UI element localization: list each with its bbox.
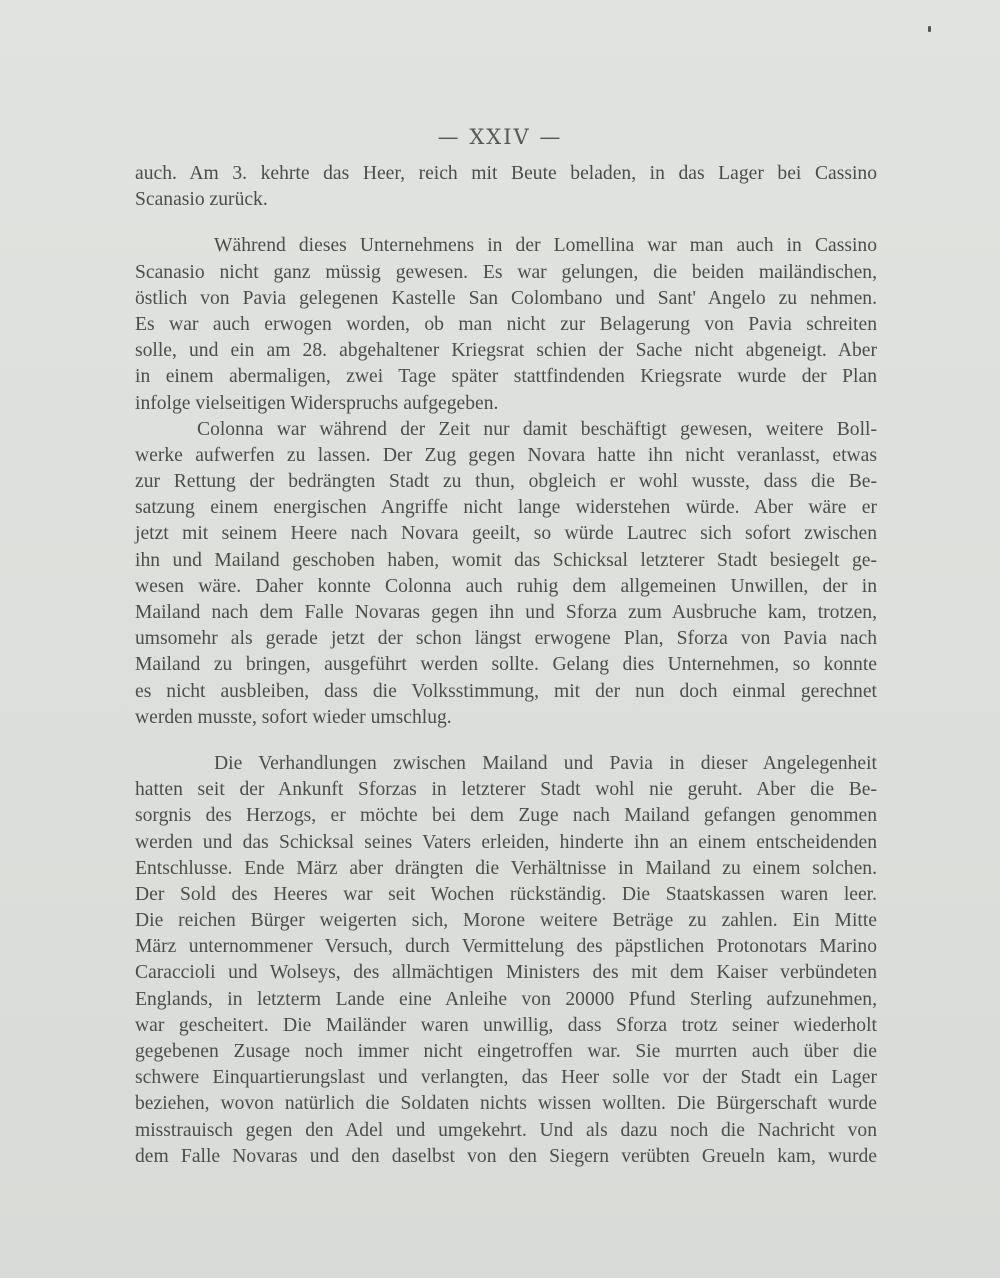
text-line: es nicht ausbleiben, dass die Volksstimmung, mit der nun doch einmal gerechnet bbox=[135, 680, 877, 702]
text-line: zur Rettung der bedrängten Stadt zu thun, obgleich er wohl wusste, dass die Be- bbox=[135, 471, 877, 493]
text-line: umsomehr als gerade jetzt der schon längst erwogene Plan, Sforza von Pavia nach bbox=[135, 628, 877, 650]
text-line: werden musste, sofort wieder umschlug. bbox=[135, 706, 452, 728]
paragraph-3 bbox=[135, 417, 877, 731]
text-line: in einem abermaligen, zwei Tage später stattfindenden Kriegsrate wurde der Plan bbox=[135, 366, 877, 388]
text-line: Die reichen Bürger weigerten sich, Morone weitere Beträge zu zahlen. Ein Mitte bbox=[135, 910, 877, 932]
text-line: dem Falle Novaras und den daselbst von den Siegern verübten Greueln kam, wurde bbox=[135, 1145, 877, 1167]
paragraph-4 bbox=[135, 751, 877, 1170]
text-line: Scanasio nicht ganz müssig gewesen. Es war gelungen, die beiden mailändischen, bbox=[135, 261, 877, 283]
text-line: beziehen, wovon natürlich die Soldaten nichts wissen wollten. Die Bürgerschaft wurde bbox=[135, 1093, 877, 1115]
text-line: satzung einem energischen Angriffe nicht lange widerstehen würde. Aber wäre er bbox=[135, 497, 877, 519]
text-line: Es war auch erwogen worden, ob man nicht zur Belagerung von Pavia schreiten bbox=[135, 313, 877, 335]
text-line: hatten seit der Ankunft Sforzas in letzterer Stadt wohl nie geruht. Aber die Be- bbox=[135, 779, 877, 801]
page-number-header: — XXIV — bbox=[437, 125, 563, 149]
text-line: März unternommener Versuch, durch Vermittelung des päpstlichen Protonotars Marino bbox=[135, 936, 877, 958]
text-line: solle, und ein am 28. abgehaltener Kriegsrat schien der Sache nicht abgeneigt. Aber bbox=[135, 340, 877, 362]
text-line: östlich von Pavia gelegenen Kastelle San Colombano und Sant' Angelo zu nehmen. bbox=[135, 287, 877, 309]
text-line: auch. Am 3. kehrte das Heer, reich mit Beute beladen, in das Lager bei Cassino bbox=[135, 163, 877, 184]
text-line: Die Verhandlungen zwischen Mailand und Pavia in dieser Angelegenheit bbox=[214, 752, 877, 774]
text-line: infolge vielseitigen Widerspruchs aufgegeben. bbox=[135, 392, 499, 414]
text-line: wesen wäre. Daher konnte Colonna auch ruhig dem allgemeinen Unwillen, der in bbox=[135, 575, 877, 597]
text-line: Entschlusse. Ende März aber drängten die Verhältnisse in Mailand zu einem solchen. bbox=[135, 857, 877, 879]
text-line: sorgnis des Herzogs, er möchte bei dem Zuge nach Mailand gefangen genommen bbox=[135, 805, 877, 827]
text-line: werke aufwerfen zu lassen. Der Zug gegen Novara hatte ihn nicht veranlasst, etwas bbox=[135, 444, 877, 466]
text-line: Mailand zu bringen, ausgeführt werden sollte. Gelang dies Unternehmen, so konnte bbox=[135, 654, 877, 676]
text-line: war gescheitert. Die Mailänder waren unwillig, dass Sforza trotz seiner wiederholt bbox=[135, 1014, 877, 1036]
text-line: ihn und Mailand geschoben haben, womit das Schicksal letzterer Stadt besiegelt ge- bbox=[135, 549, 877, 571]
text-line: Englands, in letzterm Lande eine Anleihe von 20000 Pfund Sterling aufzunehmen, bbox=[135, 988, 877, 1010]
text-line: schwere Einquartierungslast und verlangten, das Heer solle vor der Stadt ein Lager bbox=[135, 1067, 877, 1089]
text-line: gegebenen Zusage noch immer nicht eingetroffen war. Sie murrten auch über die bbox=[135, 1041, 877, 1062]
text-line: misstrauisch gegen den Adel und umgekehrt. Und als dazu noch die Nachricht von bbox=[135, 1119, 877, 1141]
text-line: jetzt mit seinem Heere nach Novara geeilt, so würde Lautrec sich sofort zwischen bbox=[135, 523, 877, 545]
text-line: Colonna war während der Zeit nur damit beschäftigt gewesen, weitere Boll- bbox=[197, 418, 877, 440]
paragraph-1 bbox=[135, 161, 877, 213]
text-line: werden und das Schicksal seines Vaters erleiden, hinderte ihn an einem entscheidenden bbox=[135, 831, 877, 853]
text-line: Scanasio zurück. bbox=[135, 189, 268, 211]
text-line: Während dieses Unternehmens in der Lomellina war man auch in Cassino bbox=[214, 235, 877, 257]
text-line: Mailand nach dem Falle Novaras gegen ihn und Sforza zum Ausbruche kam, trotzen, bbox=[135, 602, 877, 623]
paragraph-2 bbox=[135, 233, 877, 416]
text-line: Caraccioli und Wolseys, des allmächtigen Ministers des mit dem Kaiser verbündeten bbox=[135, 962, 877, 984]
text-line: Der Sold des Heeres war seit Wochen rückständig. Die Staatskassen waren leer. bbox=[135, 883, 877, 905]
body-text bbox=[135, 161, 877, 1170]
ink-speck bbox=[928, 26, 931, 32]
